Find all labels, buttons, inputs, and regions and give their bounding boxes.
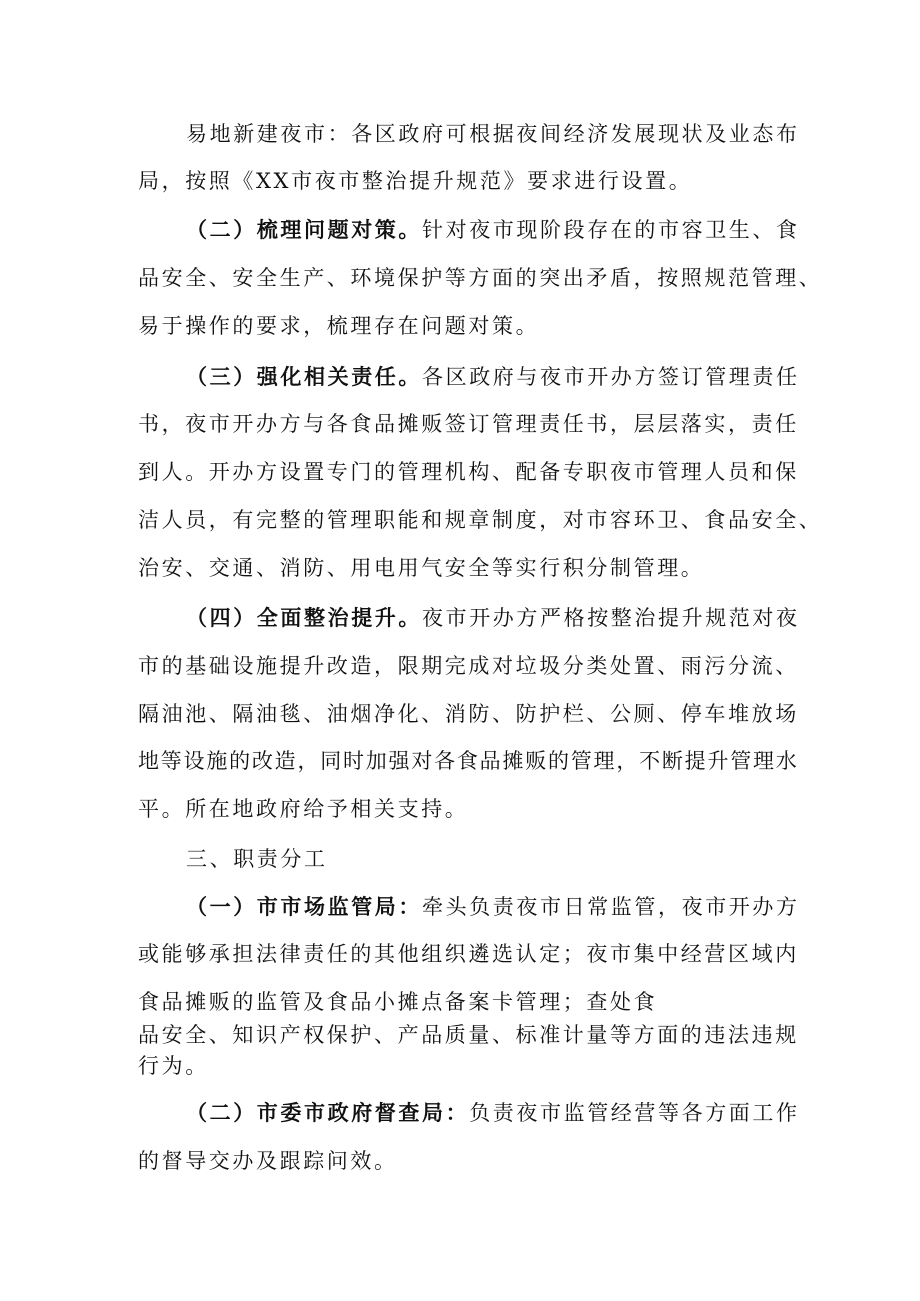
paragraph-5-line-4: 品安全、知识产权保护、产品质量、标准计量等方面的违法违规 [138, 1023, 799, 1047]
paragraph-2-text: 针对夜市现阶段存在的市容卫生、食 [422, 218, 800, 242]
paragraph-2-line-2: 品安全、安全生产、环境保护等方面的突出矛盾，按照规范管理、 [138, 266, 823, 290]
paragraph-2-line-3: 易于操作的要求，梳理存在问题对策。 [138, 314, 540, 338]
paragraph-3-text: 各区政府与夜市开办方签订管理责任 [422, 365, 800, 389]
paragraph-3-line-4: 洁人员，有完整的管理职能和规章制度，对市容环卫、食品安全、 [138, 508, 823, 532]
paragraph-5-line-3: 食品摊贩的监管及食品小摊点备案卡管理；查处食 [138, 990, 658, 1014]
paragraph-4-line-3: 隔油池、隔油毯、油烟净化、消防、防护栏、公厕、停车堆放场 [138, 702, 799, 726]
paragraph-4-line-4: 地等设施的改造，同时加强对各食品摊贩的管理，不断提升管理水 [138, 749, 798, 773]
section-3-title: 三、职责分工 [186, 847, 328, 871]
paragraph-3-line-5: 治安、交通、消防、用电用气安全等实行积分制管理。 [138, 556, 705, 580]
paragraph-1-line-2: 局，按照《XX市夜市整治提升规范》要求进行设置。 [138, 169, 693, 193]
paragraph-3-heading: （三）强化相关责任。 [186, 365, 422, 389]
paragraph-5-line-1 [186, 893, 798, 921]
paragraph-5-line-5: 行为。 [138, 1054, 209, 1078]
paragraph-4-text: 夜市开办方严格按整治提升规范对夜 [422, 606, 800, 630]
paragraph-4-line-5: 平。所在地政府给予相关支持。 [138, 797, 469, 821]
paragraph-2-heading: （二）梳理问题对策。 [186, 218, 422, 242]
paragraph-5-text: 牵头负责夜市日常监管，夜市开办方 [422, 895, 800, 919]
paragraph-4-heading: （四）全面整治提升。 [186, 606, 422, 630]
paragraph-6-text: 负责夜市监管经营等各方面工作 [469, 1101, 800, 1125]
paragraph-2-line-1 [186, 216, 798, 244]
paragraph-6-line-1 [186, 1099, 798, 1127]
paragraph-4-line-1 [186, 604, 798, 632]
paragraph-1-line-1: 易地新建夜市：各区政府可根据夜间经济发展现状及业态布 [186, 122, 800, 146]
paragraph-6-heading: （二）市委市政府督查局： [186, 1101, 470, 1125]
paragraph-3-line-1 [186, 363, 798, 391]
paragraph-5-line-2: 或能够承担法律责任的其他组织遴选认定；夜市集中经营区域内 [138, 942, 799, 966]
paragraph-5-heading: （一）市市场监管局： [186, 895, 422, 919]
paragraph-3-line-3: 到人。开办方设置专门的管理机构、配备专职夜市管理人员和保 [138, 460, 799, 484]
paragraph-6-line-2: 的督导交办及跟踪问效。 [138, 1149, 398, 1173]
paragraph-4-line-2: 市的基础设施提升改造，限期完成对垃圾分类处置、雨污分流、 [138, 654, 799, 678]
paragraph-3-line-2: 书，夜市开办方与各食品摊贩签订管理责任书，层层落实，责任 [138, 412, 799, 436]
